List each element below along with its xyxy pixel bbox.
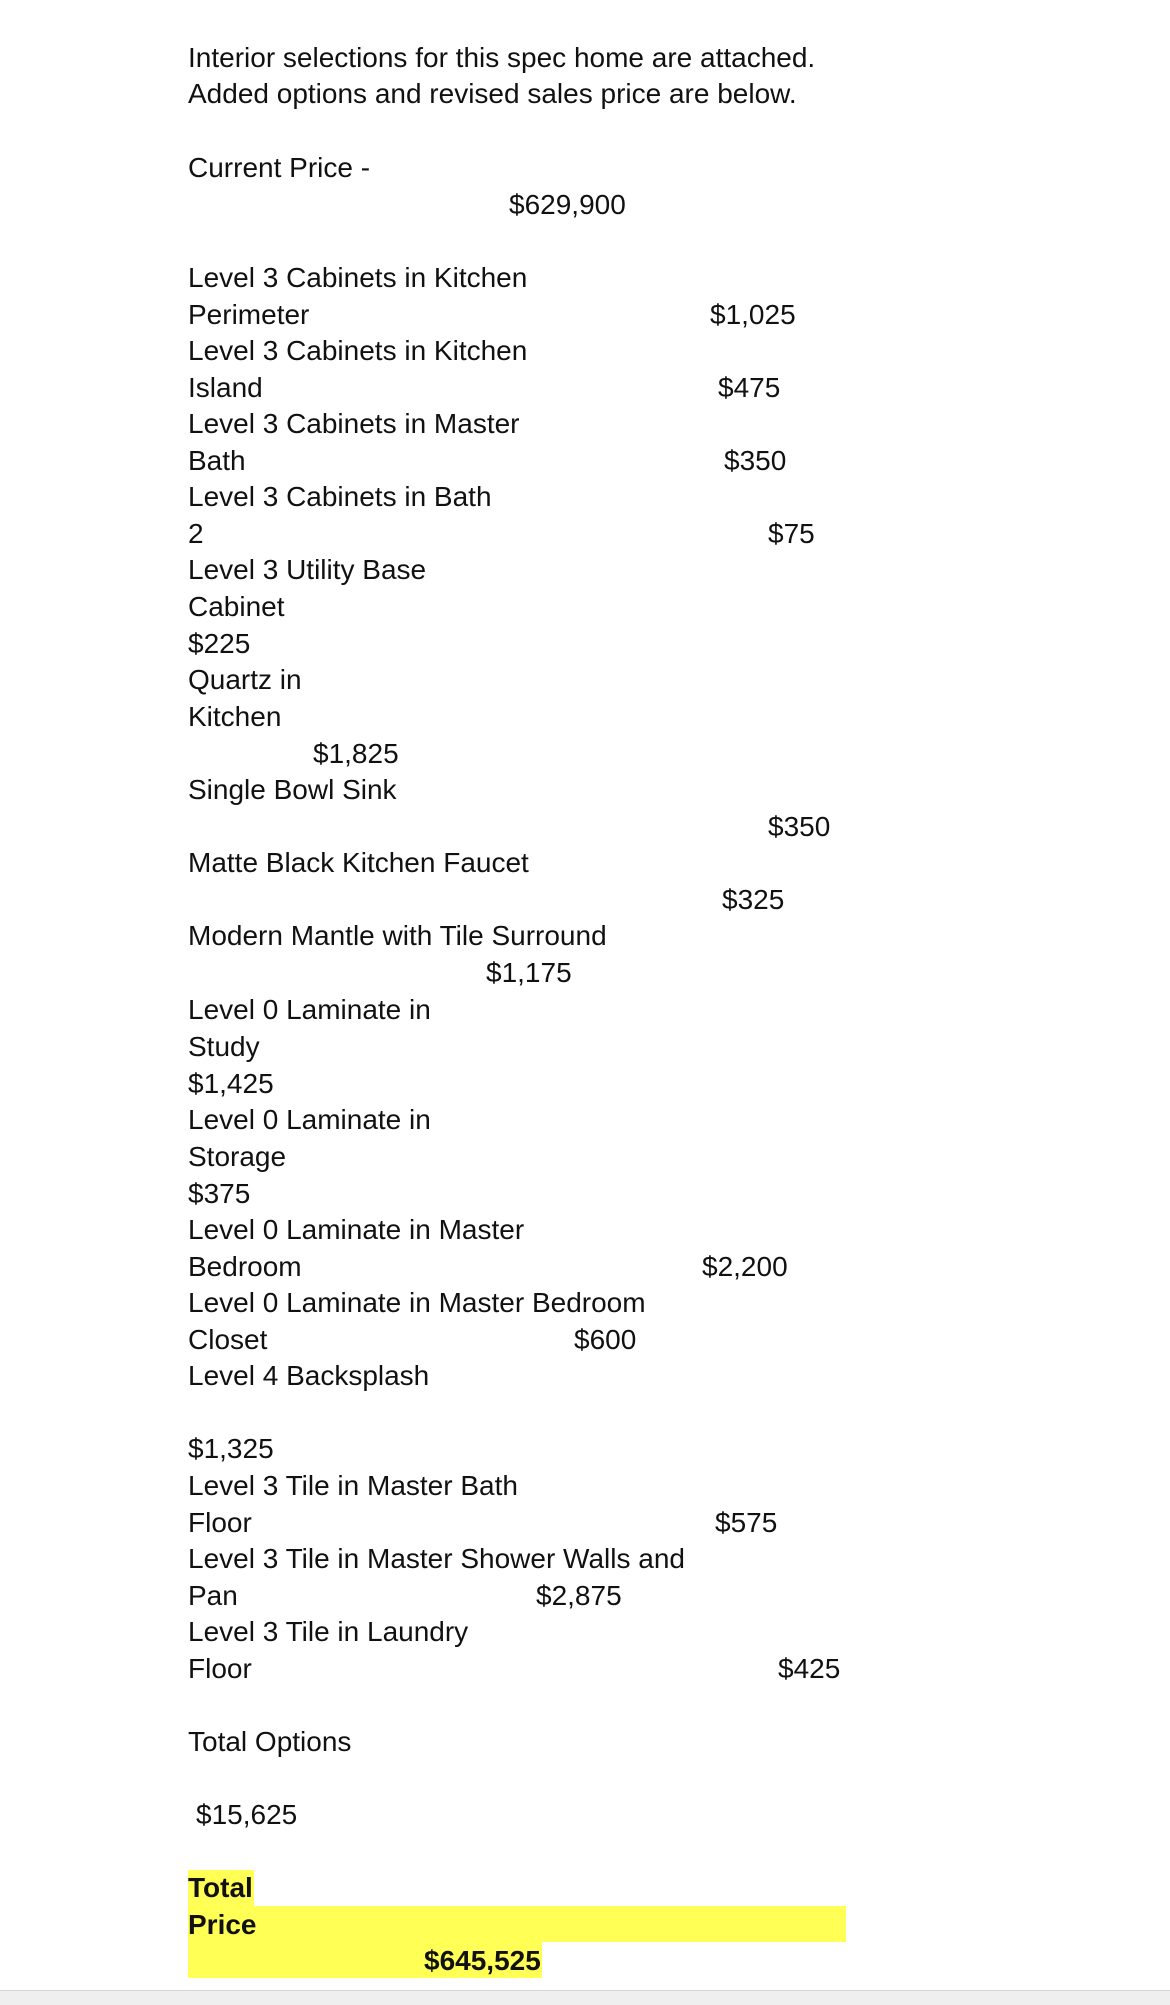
- current-price-label: Current Price -: [188, 152, 371, 183]
- option-label: Level 3 Tile in Master Shower Walls and: [188, 1543, 685, 1574]
- total-options-label: Total Options: [188, 1726, 352, 1757]
- intro-line-1: Interior selections for this spec home are attached.: [188, 42, 816, 73]
- option-label: Pan: [188, 1580, 238, 1611]
- option-price: $575: [715, 1507, 778, 1538]
- option-label: Level 3 Cabinets in Bath: [188, 481, 492, 512]
- option-price: $350: [724, 445, 787, 476]
- option-label: Quartz in: [188, 664, 302, 695]
- option-price: $350: [768, 811, 831, 842]
- option-price: $225: [188, 628, 251, 659]
- option-price: $2,200: [702, 1251, 788, 1282]
- option-label: Level 0 Laminate in Master: [188, 1214, 525, 1245]
- total-options-value: $15,625: [196, 1799, 298, 1830]
- intro-line-2: Added options and revised sales price are below.: [188, 78, 797, 109]
- option-label: Level 3 Tile in Laundry: [188, 1616, 469, 1647]
- option-label: Floor: [188, 1507, 252, 1538]
- option-price: $75: [768, 518, 815, 549]
- option-label: Kitchen: [188, 701, 282, 732]
- option-label: Level 4 Backsplash: [188, 1360, 430, 1391]
- option-label: Level 3 Cabinets in Kitchen: [188, 262, 528, 293]
- option-label: Island: [188, 372, 263, 403]
- option-price: $1,325: [188, 1433, 274, 1464]
- option-label: Level 3 Utility Base: [188, 554, 427, 585]
- option-price: $475: [718, 372, 781, 403]
- total-highlight-price: [188, 1906, 846, 1942]
- option-label: Level 3 Tile in Master Bath: [188, 1470, 518, 1501]
- option-price: $375: [188, 1178, 251, 1209]
- option-label: Level 0 Laminate in: [188, 1104, 431, 1135]
- option-label: Level 0 Laminate in: [188, 994, 431, 1025]
- option-label: Level 3 Cabinets in Kitchen: [188, 335, 528, 366]
- option-label: Storage: [188, 1141, 287, 1172]
- option-price: $1,425: [188, 1068, 274, 1099]
- option-label: Floor: [188, 1653, 252, 1684]
- total-price-value: $645,525: [424, 1945, 541, 1976]
- option-label: 2: [188, 518, 204, 549]
- option-label: Closet: [188, 1324, 268, 1355]
- option-price: $425: [778, 1653, 841, 1684]
- option-label: Cabinet: [188, 591, 285, 622]
- option-label: Single Bowl Sink: [188, 774, 397, 805]
- option-label: Matte Black Kitchen Faucet: [188, 847, 529, 878]
- option-price: $325: [722, 884, 785, 915]
- option-label: Level 0 Laminate in Master Bedroom: [188, 1287, 646, 1318]
- total-price-label: Price: [188, 1909, 257, 1940]
- option-label: Bedroom: [188, 1251, 302, 1282]
- bottom-scroll-edge: [0, 1990, 1170, 2005]
- option-price: $1,175: [486, 957, 572, 988]
- option-price: $1,825: [313, 738, 399, 769]
- option-label: Level 3 Cabinets in Master: [188, 408, 520, 439]
- option-label: Bath: [188, 445, 246, 476]
- option-price: $2,875: [536, 1580, 622, 1611]
- option-label: Perimeter: [188, 299, 310, 330]
- current-price-value: $629,900: [509, 189, 626, 220]
- option-price: $600: [574, 1324, 637, 1355]
- total-price-label: Total: [188, 1872, 253, 1903]
- option-label: Modern Mantle with Tile Surround: [188, 920, 607, 951]
- option-label: Study: [188, 1031, 260, 1062]
- option-price: $1,025: [710, 299, 796, 330]
